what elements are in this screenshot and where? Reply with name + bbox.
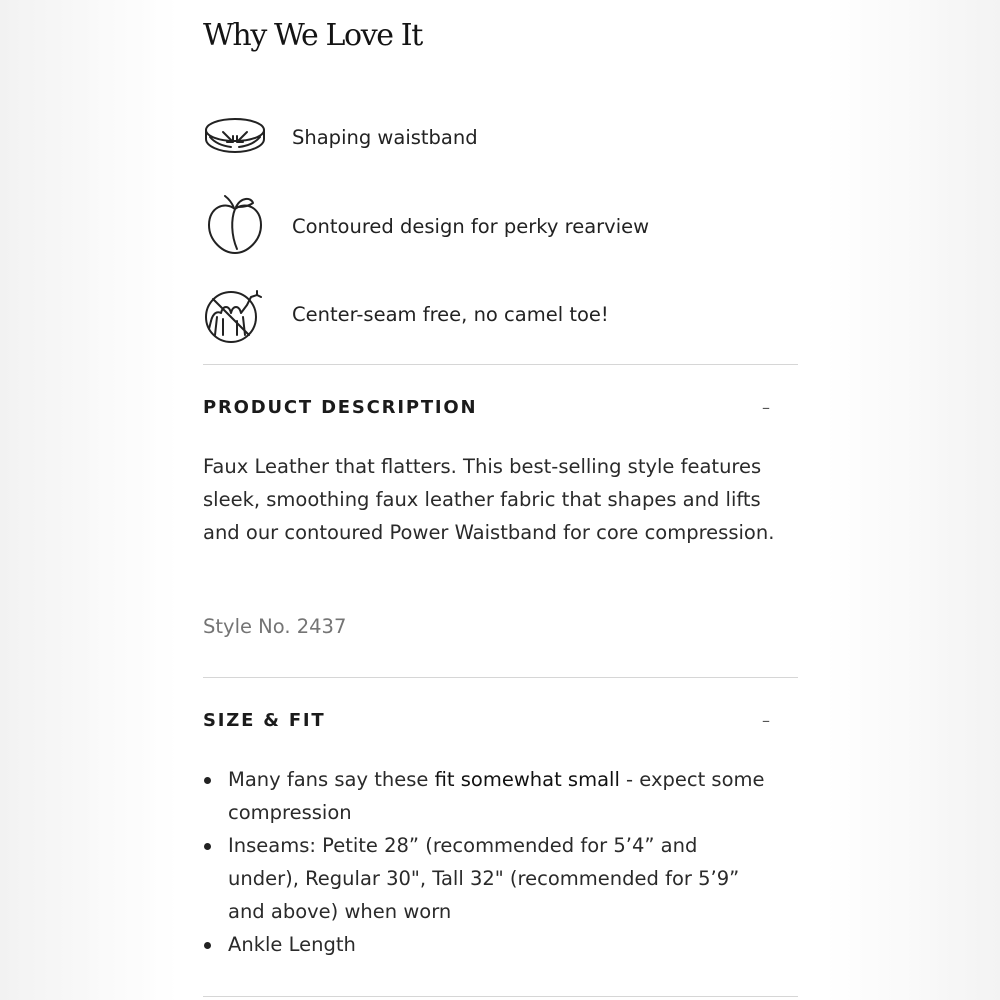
shaping-waistband-icon bbox=[203, 106, 267, 170]
no-camel-icon bbox=[203, 283, 267, 347]
emphasis-text: fit somewhat small bbox=[434, 768, 620, 791]
product-description-header[interactable]: PRODUCT DESCRIPTION bbox=[203, 397, 478, 418]
collapse-icon[interactable]: – bbox=[762, 711, 770, 730]
size-fit-list bbox=[203, 763, 768, 961]
bullet-icon bbox=[204, 777, 211, 784]
peach-icon bbox=[203, 195, 267, 259]
style-number: Style No. 2437 bbox=[203, 615, 347, 638]
product-description-text: Faux Leather that flatters. This best-selling style features sleek, smoothing faux leather fabric that shapes and lifts and our contoured Power Waistband for core compression. bbox=[203, 455, 775, 544]
feature-contoured-design bbox=[203, 195, 763, 259]
section-divider bbox=[203, 364, 798, 365]
feature-center-seam-free bbox=[203, 283, 763, 347]
size-fit-header[interactable]: SIZE & FIT bbox=[203, 710, 326, 731]
why-we-love-it-heading: Why We Love It bbox=[203, 18, 422, 53]
section-divider bbox=[203, 996, 798, 997]
feature-label: Shaping waistband bbox=[292, 126, 478, 149]
list-item: Many fans say these fit somewhat small - expect some compression bbox=[203, 763, 768, 829]
section-divider bbox=[203, 677, 798, 678]
collapse-icon[interactable]: – bbox=[762, 398, 770, 417]
bullet-icon bbox=[204, 942, 211, 949]
list-item: Inseams: Petite 28” (recommended for 5’4” and under), Regular 30", Tall 32" (recommended for 5’9” and above) when worn bbox=[203, 829, 768, 928]
feature-shaping-waistband bbox=[203, 106, 763, 170]
list-item: Ankle Length bbox=[203, 928, 768, 961]
feature-label: Contoured design for perky rearview bbox=[292, 215, 650, 238]
feature-label: Center-seam free, no camel toe! bbox=[292, 303, 609, 326]
bullet-icon bbox=[204, 843, 211, 850]
